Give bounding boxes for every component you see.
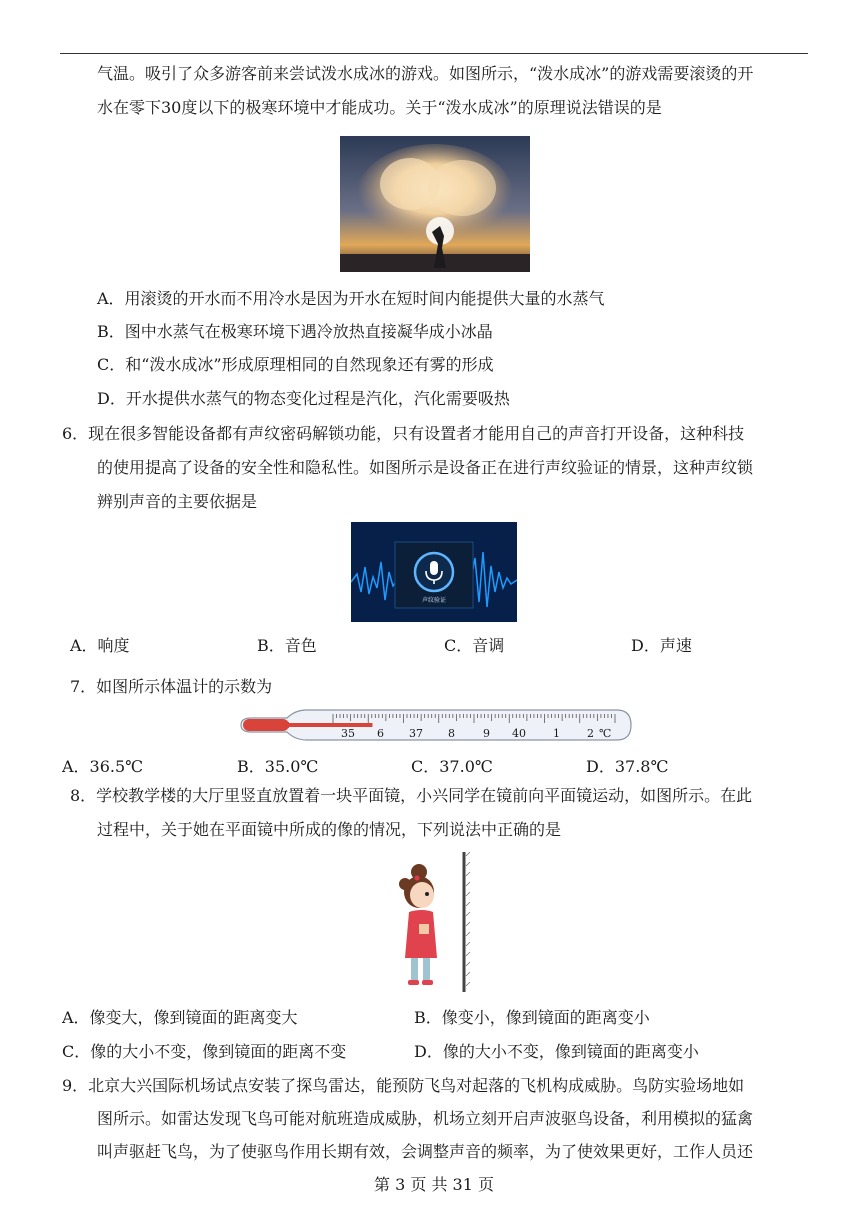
thermo-label-41: 1 [553,727,560,740]
q8-option-b: B．像变小，像到镜面的距离变小 [414,1008,650,1027]
q9-stem-line3: 叫声驱赶飞鸟，为了使驱鸟作用长期有效，会调整声音的频率，为了使效果更好，工作人员还 [97,1142,754,1161]
thermo-label-39: 9 [483,727,490,740]
q8-option-a: A．像变大，像到镜面的距离变大 [62,1008,298,1027]
page-footer: 第 3 页 共 31 页 [374,1175,494,1194]
voiceprint-image [351,522,517,622]
thermo-label-37: 37 [409,727,423,740]
q8-stem-line2: 过程中，关于她在平面镜中所成的像的情况，下列说法中正确的是 [97,820,562,839]
splash-ice-photo [340,136,530,272]
q5-option-b: B．图中水蒸气在极寒环境下遇冷放热直接凝华成小冰晶 [97,322,493,341]
q9-stem-line1: 9．北京大兴国际机场试点安装了探鸟雷达，能预防飞鸟对起落的飞机构成威胁。鸟防实验场地如 [62,1076,745,1095]
q7-option-b: B．35.0℃ [237,757,319,776]
q8-option-d: D．像的大小不变，像到镜面的距离变小 [414,1042,699,1061]
q6-stem-line1: 6．现在很多智能设备都有声纹密码解锁功能，只有设置者才能用自己的声音打开设备，这种科技 [62,424,745,443]
q8-option-c: C．像的大小不变，像到镜面的距离不变 [62,1042,347,1061]
q9-stem-line2: 图所示。如雷达发现飞鸟可能对航班造成威胁，机场立刻开启声波驱鸟设备，利用模拟的猛禽 [97,1109,754,1128]
q6-option-c: C．音调 [444,636,505,655]
q7-option-c: C．37.0℃ [411,757,493,776]
q6-stem-line2: 的使用提高了设备的安全性和隐私性。如图所示是设备正在进行声纹验证的情景，这种声纹锁 [97,458,754,477]
q5-option-c: C．和“泼水成冰”形成原理相同的自然现象还有雾的形成 [97,355,494,374]
q6-option-a: A．响度 [70,636,130,655]
header-rule [60,53,808,54]
thermo-label-42: 2 [587,727,594,740]
thermo-label-38: 8 [448,727,455,740]
q7-stem: 7．如图所示体温计的示数为 [70,677,273,696]
q6-option-d: D．声速 [631,636,692,655]
q7-option-a: A．36.5℃ [62,757,144,776]
q5-option-a: A．用滚烫的开水而不用冷水是因为开水在短时间内能提供大量的水蒸气 [97,289,605,308]
voiceprint-caption: 声纹验证 [421,597,446,604]
girl-mirror-figure [395,850,475,996]
q6-stem-line3: 辨别声音的主要依据是 [97,492,258,511]
q5-option-d: D．开水提供水蒸气的物态变化过程是汽化，汽化需要吸热 [97,389,510,408]
thermo-label-40: 40 [512,727,526,740]
q6-option-b: B．音色 [257,636,317,655]
q7-option-d: D．37.8℃ [586,757,669,776]
thermo-label-unit: ℃ [599,727,612,740]
thermo-label-35: 35 [341,727,355,740]
thermo-label-36: 6 [377,727,384,740]
q5-stem-line1: 气温。吸引了众多游客前来尝试泼水成冰的游戏。如图所示，“泼水成冰”的游戏需要滚烫的开 [97,64,754,83]
q8-stem-line1: 8．学校教学楼的大厅里竖直放置着一块平面镜，小兴同学在镜前向平面镜运动，如图所示。在此 [70,786,753,805]
thermometer [237,706,633,744]
q5-stem-line2: 水在零下30度以下的极寒环境中才能成功。关于“泼水成冰”的原理说法错误的是 [97,98,662,117]
